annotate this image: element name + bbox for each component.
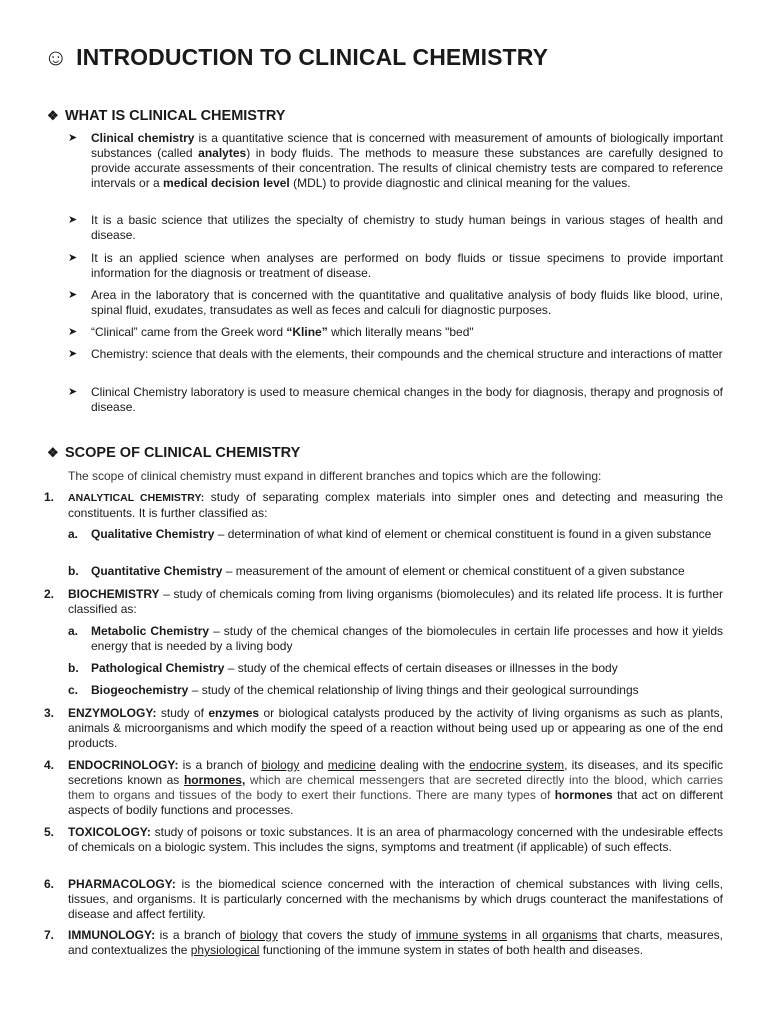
numbered-item — [44, 825, 723, 855]
numbered-item — [44, 587, 723, 617]
arrow-bullet-icon: ➤ — [68, 214, 78, 226]
bullet-item — [68, 347, 723, 362]
bullet-text: Clinical Chemistry laboratory is used to measure chemical changes in the body for diagnosis, therapy and prognosis of disease. — [91, 385, 723, 414]
item-text: ENDOCRINOLOGY: is a branch of biology and medicine dealing with the endocrine system, its diseases, and its specific secretions known as hormones, which are chemical messengers that are secreted directly into the blood, which carries them to organs and tissues of the body to exert their functions. There are many types of hormones that act on different aspects of bodily functions and processes. — [68, 758, 724, 817]
arrow-bullet-icon: ➤ — [68, 348, 78, 360]
sub-item — [68, 624, 723, 654]
section-heading-text: WHAT IS CLINICAL CHEMISTRY — [65, 108, 286, 124]
section-heading-scope — [47, 445, 300, 461]
item-text: PHARMACOLOGY: is the biomedical science concerned with the interaction of chemical substances with living cells, tissues, and organisms. It is particularly concerned with the mechanisms by which drugs counteract the manifestations of disease and affect fertility. — [68, 877, 723, 921]
numbered-item — [44, 758, 723, 818]
sub-item-text: Metabolic Chemistry – study of the chemical changes of the biomolecules in certain life processes and how it yields energy that is needed by a living body — [91, 624, 723, 653]
sub-item — [68, 527, 723, 542]
sub-item-letter: a. — [68, 624, 79, 638]
bullet-item — [68, 213, 723, 243]
section-heading-what-is — [47, 108, 285, 124]
item-text: BIOCHEMISTRY – study of chemicals coming from living organisms (biomolecules) and its related life process. It is further classified as: — [68, 587, 723, 616]
smiley-icon: ☺ — [44, 44, 68, 70]
arrow-bullet-icon: ➤ — [68, 386, 78, 398]
bullet-text: It is a basic science that utilizes the specialty of chemistry to study human beings in various stages of health and disease. — [91, 213, 723, 242]
item-number: 2. — [44, 587, 55, 601]
sub-item-letter: c. — [68, 683, 79, 697]
sub-item — [68, 683, 723, 698]
sub-item-text: Pathological Chemistry – study of the chemical effects of certain diseases or illnesses in the body — [91, 661, 618, 675]
bullet-text: Clinical chemistry is a quantitative science that is concerned with measurement of amounts of biologically important substances (called analytes) in body fluids. The methods to measure these substances are carefully designed to provide accurate assessments of their concentration. The results of clinical chemistry tests are compared to reference intervals or a medical decision level (MDL) to provide diagnostic and clinical meaning for the values. — [91, 131, 723, 190]
bullet-item — [68, 288, 723, 318]
bullet-item — [68, 251, 723, 281]
bullet-text: Chemistry: science that deals with the elements, their compounds and the chemical structure and interactions of matter — [91, 347, 723, 361]
item-text: ANALYTICAL CHEMISTRY: study of separating complex materials into simpler ones and detecting and measuring the constituents. It is further classified as: — [68, 490, 723, 520]
arrow-bullet-icon: ➤ — [68, 132, 78, 144]
numbered-item — [44, 706, 723, 751]
bullet-text: It is an applied science when analyses are performed on body fluids or tissue specimens to provide important information for the diagnosis or treatment of disease. — [91, 251, 723, 280]
sub-item-letter: b. — [68, 564, 79, 578]
arrow-bullet-icon: ➤ — [68, 289, 78, 301]
bullet-item — [68, 131, 723, 191]
sub-item-text: Quantitative Chemistry – measurement of the amount of element or chemical constituent of a given substance — [91, 564, 685, 578]
bullet-text: “Clinical” came from the Greek word “Kline” which literally means "bed" — [91, 325, 474, 339]
numbered-item — [44, 928, 723, 958]
sub-item-letter: a. — [68, 527, 79, 541]
item-number: 6. — [44, 877, 55, 891]
diamond-bullet-icon: ❖ — [47, 108, 59, 123]
item-text: ENZYMOLOGY: study of enzymes or biological catalysts produced by the activity of living organisms as such as plants, animals & microorganisms and which modify the speed of a reaction without being used up or appearing as one of the end products. — [68, 706, 723, 750]
bullet-item — [68, 325, 723, 340]
page-title-text: INTRODUCTION TO CLINICAL CHEMISTRY — [76, 44, 549, 70]
section-intro: The scope of clinical chemistry must expand in different branches and topics which are the following: — [68, 469, 602, 483]
numbered-item — [44, 490, 723, 521]
sub-item — [68, 564, 723, 579]
sub-item — [68, 661, 723, 676]
item-number: 5. — [44, 825, 55, 839]
page-title — [44, 44, 548, 71]
sub-item-letter: b. — [68, 661, 79, 675]
item-text: IMMUNOLOGY: is a branch of biology that covers the study of immune systems in all organisms that charts, measures, and contextualizes the physiological functioning of the immune system in states of both health and diseases. — [68, 928, 723, 957]
arrow-bullet-icon: ➤ — [68, 326, 78, 338]
item-number: 4. — [44, 758, 55, 772]
diamond-bullet-icon: ❖ — [47, 445, 59, 460]
sub-item-text: Biogeochemistry – study of the chemical relationship of living things and their geological surroundings — [91, 683, 639, 697]
sub-item-text: Qualitative Chemistry – determination of what kind of element or chemical constituent is found in a given substance — [91, 527, 712, 541]
section-heading-text: SCOPE OF CLINICAL CHEMISTRY — [65, 445, 301, 461]
numbered-item — [44, 877, 723, 922]
item-text: TOXICOLOGY: study of poisons or toxic substances. It is an area of pharmacology concerned with the undesirable effects of chemicals on a biologic system. This includes the signs, symptoms and treatment (if applicable) of such effects. — [68, 825, 723, 854]
item-number: 7. — [44, 928, 55, 942]
bullet-text: Area in the laboratory that is concerned with the quantitative and qualitative analysis of body fluids like blood, urine, spinal fluid, exudates, transudates as well as feces and calculi for diagnostic purposes. — [91, 288, 723, 317]
arrow-bullet-icon: ➤ — [68, 252, 78, 264]
item-number: 1. — [44, 490, 55, 504]
item-number: 3. — [44, 706, 55, 720]
bullet-item — [68, 385, 723, 415]
